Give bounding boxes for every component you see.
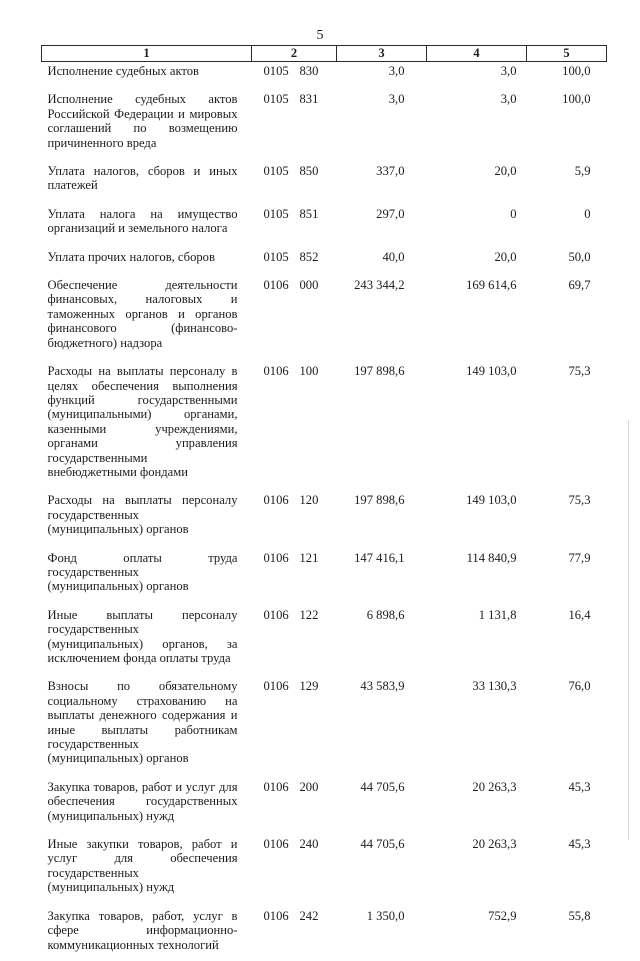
row-value-col4: 1 131,8 [478,607,517,622]
row-value-col3: 43 583,9 [360,679,405,694]
header-col-5: 5 [527,46,607,62]
row-section-code: 0105 [263,64,289,78]
row-value-col3: 147 416,1 [354,550,405,565]
row-value-col3: 6 898,6 [366,607,405,622]
table-row [42,832,607,904]
header-col-2: 2 [252,46,337,62]
row-code-cell [252,273,337,359]
row-value-col5: 55,8 [568,908,591,923]
header-row [42,46,607,62]
row-value-col4: 0 [510,206,517,221]
row-value-col5: 77,9 [568,550,591,565]
row-expense-code: 830 [299,64,319,78]
row-expense-code: 850 [299,164,319,179]
row-value-col3: 297,0 [376,206,405,221]
row-value-col5: 100,0 [562,92,591,107]
row-value-col4: 3,0 [500,64,517,78]
row-code-cell [252,159,337,202]
page-number: 5 [316,28,324,43]
row-section-code: 0106 [263,364,289,379]
row-name: Фонд оплаты труда государственных (муниципальных) органов [47,550,238,594]
row-section-code: 0106 [263,679,289,694]
row-code-cell [252,775,337,832]
table-row [42,775,607,832]
row-value-col4: 20,0 [494,249,517,264]
row-code-cell [252,603,337,675]
row-section-code: 0106 [263,908,289,923]
row-value-col3: 40,0 [382,249,405,264]
scan-edge-line [628,420,629,840]
row-value-col4: 752,9 [488,908,517,923]
row-expense-code: 100 [299,364,319,379]
row-expense-code: 852 [299,249,319,264]
row-value-col5: 76,0 [568,679,591,694]
row-value-col4: 114 840,9 [466,550,517,565]
table-row [42,245,607,273]
row-expense-code: 240 [299,837,319,852]
row-value-col4: 20 263,3 [472,779,517,794]
row-value-col3: 337,0 [376,164,405,179]
row-value-col5: 50,0 [568,249,591,264]
row-expense-code: 121 [299,550,319,565]
row-value-col5: 69,7 [568,278,591,293]
row-section-code: 0106 [263,278,289,293]
row-code-cell [252,904,337,961]
row-code-cell [252,359,337,488]
row-name: Закупка товаров, работ, услуг в сфере информационно-коммуникационных технологий [47,908,238,952]
row-value-col5: 45,3 [568,837,591,852]
header-col-3: 3 [337,46,427,62]
row-value-col5: 100,0 [562,64,591,78]
row-name: Исполнение судебных актов Российской Федерации и мировых соглашений по возмещению причиненного вреда [47,92,238,150]
row-expense-code: 200 [299,779,319,794]
row-value-col3: 243 344,2 [354,278,405,293]
row-value-col5: 75,3 [568,493,591,508]
row-value-col3: 3,0 [388,64,405,78]
row-code-cell [252,202,337,245]
table-row [42,87,607,159]
row-value-col4: 149 103,0 [466,364,517,379]
row-section-code: 0106 [263,779,289,794]
row-value-col3: 197 898,6 [354,493,405,508]
table-row [42,603,607,675]
row-expense-code: 851 [299,206,319,221]
row-value-col4: 149 103,0 [466,493,517,508]
budget-table [41,45,607,961]
row-value-col5: 0 [584,206,591,221]
row-section-code: 0106 [263,493,289,508]
row-value-col3: 197 898,6 [354,364,405,379]
table-row [42,488,607,545]
row-section-code: 0105 [263,164,289,179]
row-name: Обеспечение деятельности финансовых, налоговых и таможенных органов и органов финансового (финансово-бюджетного) надзора [47,278,238,350]
row-expense-code: 831 [299,92,319,107]
row-code-cell [252,245,337,273]
header-col-1: 1 [42,46,252,62]
row-value-col3: 3,0 [388,92,405,107]
row-expense-code: 129 [299,679,319,694]
row-name: Иные выплаты персоналу государственных (муниципальных) органов, за исключением фонда оплаты труда [47,607,238,665]
row-section-code: 0106 [263,837,289,852]
table-row [42,202,607,245]
row-value-col5: 16,4 [568,607,591,622]
row-code-cell [252,62,337,88]
row-name: Исполнение судебных актов [47,64,199,78]
row-code-cell [252,87,337,159]
header-col-4: 4 [427,46,527,62]
row-section-code: 0106 [263,550,289,565]
row-name: Уплата прочих налогов, сборов [47,249,215,264]
row-name: Закупка товаров, работ и услуг для обеспечения государственных (муниципальных) нужд [47,779,238,823]
row-code-cell [252,488,337,545]
row-value-col3: 44 705,6 [360,779,405,794]
row-value-col4: 33 130,3 [472,679,517,694]
table-row [42,674,607,774]
table-row [42,904,607,961]
row-expense-code: 122 [299,607,319,622]
row-section-code: 0105 [263,206,289,221]
row-value-col5: 75,3 [568,364,591,379]
row-expense-code: 242 [299,908,319,923]
row-value-col4: 3,0 [500,92,517,107]
row-name: Уплата налога на имущество организаций и земельного налога [47,206,238,236]
row-section-code: 0105 [263,249,289,264]
row-expense-code: 120 [299,493,319,508]
table-row [42,546,607,603]
row-value-col4: 169 614,6 [466,278,517,293]
row-value-col5: 45,3 [568,779,591,794]
table-row [42,273,607,359]
table-row [42,62,607,88]
row-name: Взносы по обязательному социальному страхованию на выплаты денежного содержания и иные выплаты работникам государственных (муниципальных) органов [47,679,238,766]
row-value-col3: 1 350,0 [366,908,405,923]
row-expense-code: 000 [299,278,319,293]
row-value-col3: 44 705,6 [360,837,405,852]
table-row [42,359,607,488]
row-name: Иные закупки товаров, работ и услуг для обеспечения государственных (муниципальных) нужд [47,837,238,895]
row-value-col4: 20 263,3 [472,837,517,852]
row-name: Уплата налогов, сборов и иных платежей [47,164,238,193]
row-value-col4: 20,0 [494,164,517,179]
row-name: Расходы на выплаты персоналу государственных (муниципальных) органов [47,493,238,537]
table-row [42,159,607,202]
row-code-cell [252,832,337,904]
row-section-code: 0105 [263,92,289,107]
row-section-code: 0106 [263,607,289,622]
row-code-cell [252,674,337,774]
row-name: Расходы на выплаты персоналу в целях обеспечения выполнения функций государственными (муниципальными) органами, казенными учреждениями, органами управления государственными внебюджетными фондами [47,364,238,479]
row-code-cell [252,546,337,603]
row-value-col5: 5,9 [574,164,591,179]
